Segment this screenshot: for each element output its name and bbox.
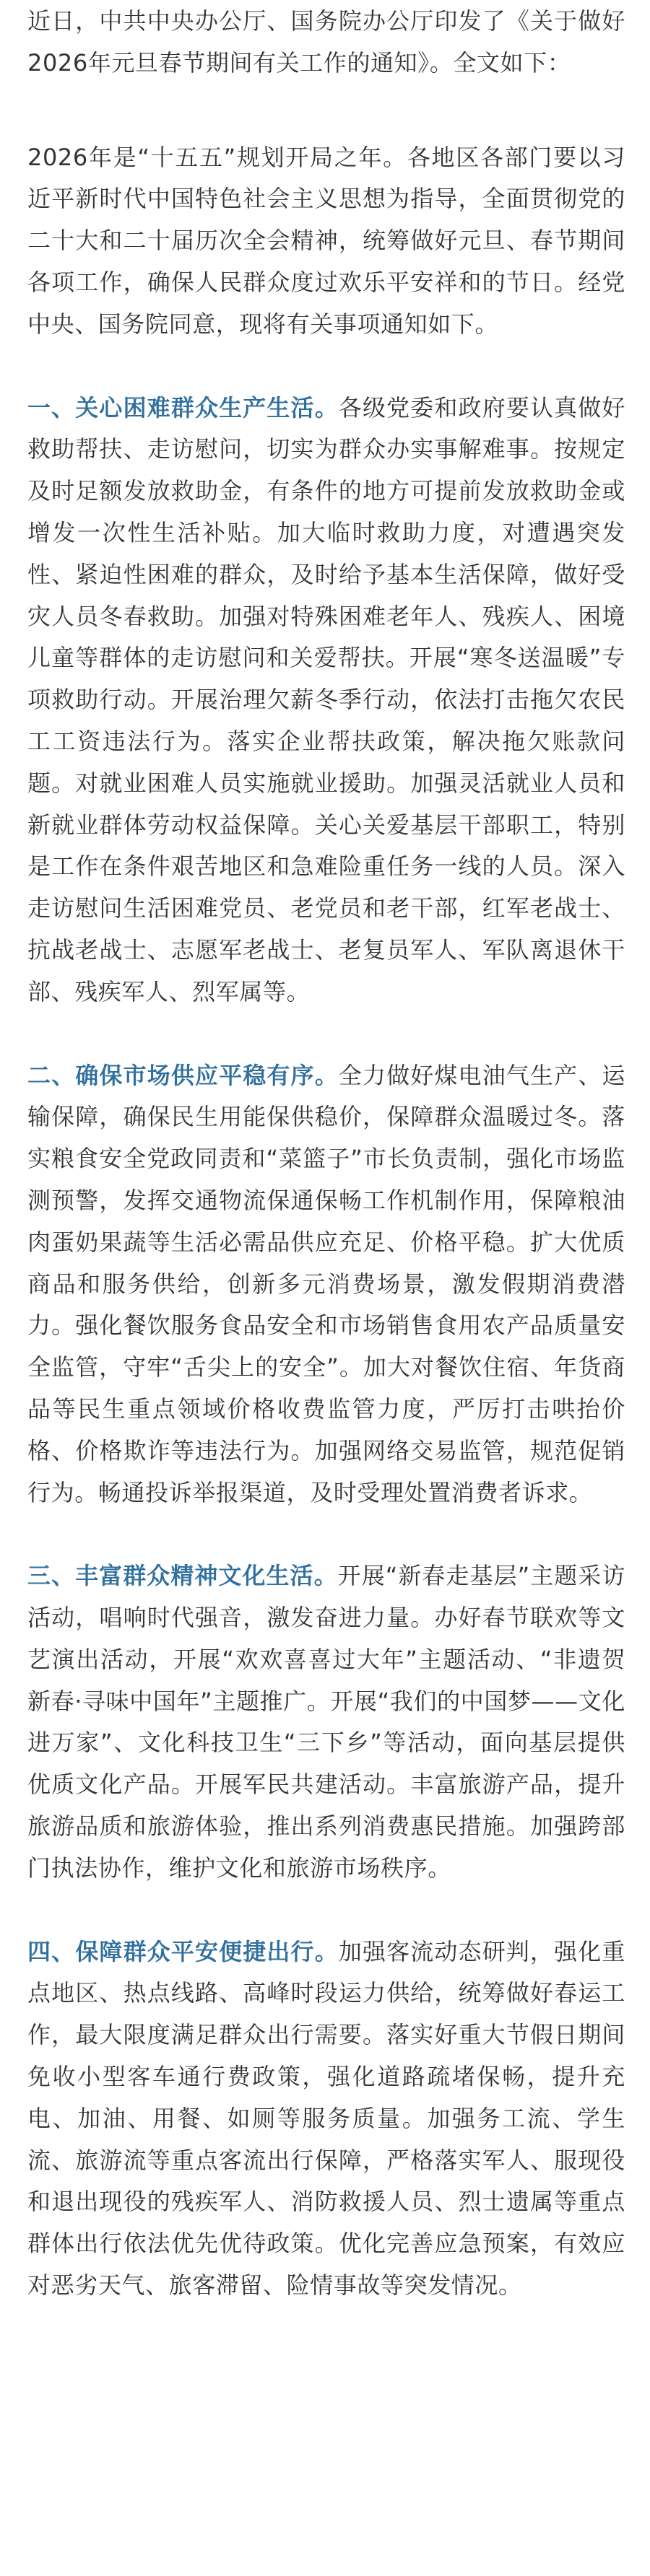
section-3-paragraph (27, 1555, 625, 1889)
section-3-body: 开展“新春走基层”主题采访活动，唱响时代强音，激发奋进力量。办好春节联欢等文艺演出活动，开展“欢欢喜喜过大年”主题活动、“非遗贺新春·寻味中国年”主题推广。开展“我们的中国梦——文化进万家”、文化科技卫生“三下乡”等活动，面向基层提供优质文化产品。开展军民共建活动。丰富旅游产品，提升旅游品质和旅游体验，推出系列消费惠民措施。加强跨部门执法协作，维护文化和旅游市场秩序。 (27, 1562, 625, 1882)
preamble-paragraph: 2026年是“十五五”规划开局之年。各地区各部门要以习近平新时代中国特色社会主义思想为指导，全面贯彻党的二十大和二十届历次全会精神，统筹做好元旦、春节期间各项工作，确保人民群众度过欢乐平安祥和的节日。经党中央、国务院同意，现将有关事项通知如下。 (27, 143, 625, 338)
section-4-heading: 四、保障群众平安便捷出行。 (27, 1937, 339, 1965)
section-1-body: 各级党委和政府要认真做好救助帮扶、走访慰问，切实为群众办实事解难事。按规定及时足额发放救助金，有条件的地方可提前发放救助金或增发一次性生活补贴。加大临时救助力度，对遭遇突发性、紧迫性困难的群众，及时给予基本生活保障，做好受灾人员冬春救助。加强对特殊困难老年人、残疾人、困境儿童等群体的走访慰问和关爱帮扶。开展“寒冬送温暖”专项救助行动。开展治理欠薪冬季行动，依法打击拖欠农民工工资违法行为。落实企业帮扶政策，解决拖欠账款问题。对就业困难人员实施就业援助。加强灵活就业人员和新就业群体劳动权益保障。关心关爱基层干部职工，特别是工作在条件艰苦地区和急难险重任务一线的人员。深入走访慰问生活困难党员、老党员和老干部，红军老战士、抗战老战士、志愿军老战士、老复员军人、军队离退休干部、残疾军人、烈军属等。 (27, 393, 625, 1005)
section-2-body: 全力做好煤电油气生产、运输保障，确保民生用能保供稳价，保障群众温暖过冬。落实粮食安全党政同责和“菜篮子”市长负责制，强化市场监测预警，发挥交通物流保通保畅工作机制作用，保障粮油肉蛋奶果蔬等生活必需品供应充足、价格平稳。扩大优质商品和服务供给，创新多元消费场景，激发假期消费潜力。强化餐饮服务食品安全和市场销售食用农产品质量安全监管，守牢“舌尖上的安全”。加大对餐饮住宿、年货商品等民生重点领域价格收费监管力度，严厉打击哄抬价格、价格欺诈等违法行为。加强网络交易监管，规范促销行为。畅通投诉举报渠道，及时受理处置消费者诉求。 (27, 1061, 625, 1506)
intro-paragraph: 近日，中共中央办公厅、国务院办公厅印发了《关于做好2026年元旦春节期间有关工作的通知》。全文如下： (27, 7, 625, 77)
section-4-paragraph (27, 1931, 625, 2307)
section-2-paragraph (27, 1055, 625, 1514)
section-1-heading: 一、关心困难群众生产生活。 (27, 393, 339, 422)
section-4-body: 加强客流动态研判，强化重点地区、热点线路、高峰时段运力供给，统筹做好春运工作，最大限度满足群众出行需要。落实好重大节假日期间免收小型客车通行费政策，强化道路疏堵保畅，提升充电、加油、用餐、如厕等服务质量。加强务工流、学生流、旅游流等重点客流出行保障，严格落实军人、服现役和退出现役的残疾军人、消防救援人员、烈士遗属等重点群体出行依法优先优待政策。优化完善应急预案，有效应对恶劣天气、旅客滞留、险情事故等突发情况。 (27, 1937, 625, 2300)
section-3-heading: 三、丰富群众精神文化生活。 (27, 1562, 338, 1590)
section-1-paragraph (27, 388, 625, 1013)
section-2-heading: 二、确保市场供应平稳有序。 (27, 1061, 339, 1089)
